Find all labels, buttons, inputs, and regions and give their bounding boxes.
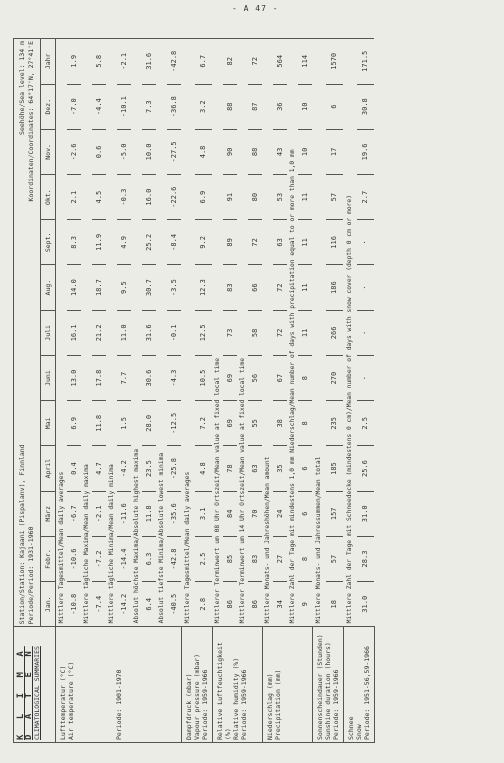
station-line: Station/Station: Kajaani (Pispalanv), Finnland — [18, 444, 26, 625]
value-cell: 86 — [248, 582, 262, 627]
measure-caption: Absolut tiefste Minima/Absolute lowest minima — [156, 39, 167, 627]
value-cell: 30.8 — [357, 84, 374, 129]
value-cell: -7.2 — [92, 536, 106, 581]
value-cell: 21.2 — [92, 310, 106, 355]
value-cell: 9 — [298, 582, 312, 627]
table-title-cell — [14, 627, 56, 743]
group-label — [262, 627, 312, 743]
value-cell: -3.5 — [167, 265, 181, 310]
value-cell: -22.6 — [167, 175, 181, 220]
value-cell: -4.3 — [167, 355, 181, 400]
month-header: Jan. — [41, 582, 56, 627]
value-cell: 13.0 — [67, 355, 81, 400]
month-header: Juni — [41, 355, 56, 400]
month-header: Febr. — [41, 536, 56, 581]
value-cell: 82 — [223, 39, 237, 85]
value-cell: 11.8 — [142, 491, 156, 536]
value-cell: 84 — [223, 491, 237, 536]
caption-row — [212, 39, 223, 743]
value-cell: 3.2 — [195, 84, 212, 129]
value-cell: 12.5 — [195, 310, 212, 355]
group-label — [212, 627, 262, 743]
coordinates: Koordinaten/Coordinates: 64°17'N, 27°41'E — [27, 41, 35, 202]
value-cell: 24 — [273, 491, 287, 536]
value-cell: 0.4 — [67, 446, 81, 491]
value-cell: 25.2 — [142, 220, 156, 265]
measure-caption: Mittlere tägliche Minima/Mean daily minima — [106, 39, 117, 627]
value-cell: 85 — [223, 536, 237, 581]
value-cell: 83 — [223, 265, 237, 310]
month-header: Dez. — [41, 84, 56, 129]
value-cell: -14.4 — [117, 536, 131, 581]
caption-row — [56, 39, 68, 743]
value-cell: 10 — [298, 129, 312, 174]
value-cell: 80 — [248, 175, 262, 220]
value-cell: 11 — [298, 265, 312, 310]
value-cell: 31.0 — [357, 491, 374, 536]
month-header: Mai — [41, 401, 56, 446]
group-label-line: Periode: 1951-56,59-1966 — [362, 646, 371, 740]
value-cell: 1570 — [326, 39, 343, 85]
value-cell: 8 — [298, 536, 312, 581]
page-number: - A 47 - — [232, 4, 279, 13]
value-cell: 18.7 — [92, 265, 106, 310]
value-cell: -36.8 — [167, 84, 181, 129]
value-cell: 4.8 — [195, 129, 212, 174]
value-cell: 171.5 — [357, 39, 374, 85]
value-cell: 6.9 — [195, 175, 212, 220]
value-cell: 57 — [326, 536, 343, 581]
caption-row — [343, 39, 357, 743]
value-cell: 1.9 — [67, 39, 81, 85]
value-cell: 28.0 — [142, 401, 156, 446]
station-header — [14, 39, 41, 627]
value-cell: 88 — [223, 84, 237, 129]
value-cell: 34 — [273, 582, 287, 627]
value-cell: 72 — [248, 39, 262, 85]
group-label-line — [107, 629, 115, 740]
group-label-line: Periode: 1901-1970 — [115, 669, 123, 740]
group-label-line: Vapour pressure (mbar) — [192, 653, 201, 740]
value-cell: 8 — [298, 355, 312, 400]
value-cell: 1.5 — [117, 401, 131, 446]
value-cell: 72 — [273, 310, 287, 355]
value-cell: 63 — [248, 446, 262, 491]
value-cell: -7.4 — [92, 582, 106, 627]
value-cell: -25.8 — [167, 446, 181, 491]
value-cell: 9.2 — [195, 220, 212, 265]
value-cell: 27 — [273, 536, 287, 581]
value-cell: · — [357, 310, 374, 355]
value-cell: 87 — [248, 84, 262, 129]
value-cell: 56 — [248, 355, 262, 400]
table-title: K L I M A D A T E N — [16, 646, 34, 740]
value-cell: 70 — [248, 491, 262, 536]
value-cell: 83 — [248, 536, 262, 581]
value-cell: 11.0 — [117, 310, 131, 355]
value-cell: 17.8 — [92, 355, 106, 400]
value-cell: 157 — [326, 491, 343, 536]
value-cell: 90 — [223, 129, 237, 174]
measure-caption: Mittlere Tagesmittel/Mean daily averages — [56, 39, 68, 627]
value-cell: -0.3 — [117, 175, 131, 220]
measure-caption: Mittlerer Terminwert um 08 Uhr Ortszeit/Mean value at fixed local time — [212, 39, 223, 627]
measure-caption: Mittlere Zahl der Tage mit mindestens 1,0 mm Niederschlag/Mean number of days with precipitation equal to or more than 1,0 mm — [287, 39, 298, 627]
value-cell: 11 — [298, 310, 312, 355]
value-cell: 43 — [273, 129, 287, 174]
value-cell: -8.4 — [167, 220, 181, 265]
value-cell: 0.6 — [92, 129, 106, 174]
value-cell: 28.3 — [357, 536, 374, 581]
value-cell: 235 — [326, 401, 343, 446]
value-cell: 11 — [298, 220, 312, 265]
value-cell: 2.7 — [357, 175, 374, 220]
period-line: Periode/Period: 1931-1960 — [27, 526, 35, 625]
value-cell: 73 — [223, 310, 237, 355]
value-cell: 4.7 — [92, 446, 106, 491]
value-cell: 72 — [248, 220, 262, 265]
value-cell: 19.6 — [357, 129, 374, 174]
value-cell: · — [357, 220, 374, 265]
group-label — [56, 627, 182, 743]
month-header: Jahr — [41, 39, 56, 85]
measure-caption: Absolut höchste Maxima/Absolute highest maxima — [131, 39, 142, 627]
value-cell: 72 — [273, 265, 287, 310]
value-cell: -11.6 — [117, 491, 131, 536]
climate-table — [13, 38, 375, 743]
group-label-line — [99, 629, 107, 740]
value-cell: 270 — [326, 355, 343, 400]
measure-caption: Mittlere Monats- und Jahreshöhen/Mean amount — [262, 39, 273, 627]
value-cell: 11 — [298, 175, 312, 220]
group-label-line — [83, 629, 91, 740]
group-label-line: Periode: 1959-1966 — [331, 669, 340, 740]
group-label-line: Sonnenscheindauer (Stunden) — [315, 634, 324, 740]
value-cell: 12.3 — [195, 265, 212, 310]
group-label-line — [75, 629, 83, 740]
value-cell: -2.6 — [67, 129, 81, 174]
group-label — [312, 627, 343, 743]
month-header: Okt. — [41, 175, 56, 220]
value-cell: 88 — [248, 129, 262, 174]
value-cell: 66 — [248, 265, 262, 310]
sea-level-label: Seehöhe/Sea level: — [18, 64, 26, 135]
climate-table-rotated — [13, 38, 468, 743]
month-header: Nov. — [41, 129, 56, 174]
value-cell: · — [357, 265, 374, 310]
value-cell: 31.6 — [142, 39, 156, 85]
value-cell: -40.5 — [167, 582, 181, 627]
month-header: Juli — [41, 310, 56, 355]
group-label-line: Periode: 1959-1966 — [239, 669, 248, 740]
value-cell: 63 — [273, 220, 287, 265]
value-cell: -10.6 — [67, 536, 81, 581]
value-cell: 10.5 — [195, 355, 212, 400]
value-cell: -0.1 — [167, 310, 181, 355]
value-cell: 6.4 — [142, 582, 156, 627]
caption-row — [312, 39, 326, 743]
group-label-line — [91, 629, 99, 740]
value-cell: -27.5 — [167, 129, 181, 174]
value-cell: -35.6 — [167, 491, 181, 536]
value-cell: 6.3 — [142, 536, 156, 581]
group-label — [343, 627, 374, 743]
group-label-line: Relative Luftfeuchtigkeit (%) — [215, 642, 232, 740]
value-cell: -5.0 — [117, 129, 131, 174]
value-cell: · — [357, 355, 374, 400]
value-cell: 18 — [326, 582, 343, 627]
value-cell: 86 — [223, 582, 237, 627]
value-cell: 4.8 — [195, 446, 212, 491]
value-cell: 14.0 — [67, 265, 81, 310]
value-cell: -4.2 — [117, 446, 131, 491]
value-cell: 69 — [223, 401, 237, 446]
value-cell: -2.1 — [117, 39, 131, 85]
measure-caption: Mittlere Zahl der Tage mit Schneedecke (mindestens 0 cm)/Mean number of days with snow cover (depth 0 cm or more) — [343, 39, 357, 627]
value-cell: 5.8 — [92, 39, 106, 85]
value-cell: 31.0 — [357, 582, 374, 627]
value-cell: 58 — [248, 310, 262, 355]
value-cell: -4.4 — [92, 84, 106, 129]
value-cell: 31.6 — [142, 310, 156, 355]
value-cell: 91 — [223, 175, 237, 220]
value-cell: 2.1 — [67, 175, 81, 220]
value-cell: 35 — [273, 446, 287, 491]
value-cell: 2.5 — [357, 401, 374, 446]
value-cell: 2.5 — [195, 536, 212, 581]
value-cell: 11.8 — [92, 401, 106, 446]
value-cell: 9.5 — [117, 265, 131, 310]
value-cell: 6.7 — [195, 39, 212, 85]
month-header: Sept. — [41, 220, 56, 265]
value-cell: 30.7 — [142, 265, 156, 310]
value-cell: 6 — [326, 84, 343, 129]
value-cell: 6.9 — [67, 401, 81, 446]
value-cell: 114 — [298, 39, 312, 85]
value-cell: -7.0 — [67, 84, 81, 129]
value-cell: 16.1 — [67, 310, 81, 355]
value-cell: 2.8 — [195, 582, 212, 627]
value-cell: 185 — [326, 446, 343, 491]
value-cell: 186 — [326, 265, 343, 310]
value-cell: -2.1 — [92, 491, 106, 536]
value-cell: 67 — [273, 355, 287, 400]
value-cell: 7.2 — [195, 401, 212, 446]
measure-caption: Mittlere Tagesmittel/Mean daily averages — [181, 39, 195, 627]
measure-caption: Mittlere tägliche Maxima/Mean daily maxima — [81, 39, 92, 627]
value-cell: -14.2 — [117, 582, 131, 627]
value-cell: 38 — [273, 401, 287, 446]
value-cell: -12.5 — [167, 401, 181, 446]
measure-caption: Mittlere Monats- und Jahressummen/Mean total — [312, 39, 326, 627]
month-header: März — [41, 491, 56, 536]
value-cell: 69 — [223, 355, 237, 400]
value-cell: 36 — [273, 84, 287, 129]
group-label-line: Snow — [354, 724, 363, 740]
group-label-line: Air temperature (°C) — [67, 661, 75, 740]
value-cell: 7.3 — [142, 84, 156, 129]
value-cell: 7.7 — [117, 355, 131, 400]
month-header: Aug. — [41, 265, 56, 310]
value-cell: 16.0 — [142, 175, 156, 220]
caption-row — [262, 39, 273, 743]
value-cell: 6 — [298, 446, 312, 491]
measure-caption: Mittlerer Terminwert um 14 Uhr Ortszeit/Mean value at fixed local time — [237, 39, 248, 627]
month-header: April — [41, 446, 56, 491]
value-cell: 266 — [326, 310, 343, 355]
value-cell: 4.5 — [92, 175, 106, 220]
value-cell: -10.8 — [67, 582, 81, 627]
group-label-line: Periode: 1959-1966 — [200, 669, 209, 740]
value-cell: 17 — [326, 129, 343, 174]
group-label-line: Niederschlag (mm) — [265, 673, 274, 740]
value-cell: 78 — [223, 446, 237, 491]
value-cell: 10.0 — [142, 129, 156, 174]
value-cell: 55 — [248, 401, 262, 446]
value-cell: 564 — [273, 39, 287, 85]
value-cell: 116 — [326, 220, 343, 265]
group-label-line: Precipitation (mm) — [273, 669, 282, 740]
value-cell: 89 — [223, 220, 237, 265]
value-cell: 3.1 — [195, 491, 212, 536]
value-cell: 8.3 — [67, 220, 81, 265]
value-cell: 53 — [273, 175, 287, 220]
group-label-line: Relative humidity (%) — [231, 657, 240, 740]
group-label-line: Sunshine duration (hours) — [323, 642, 332, 740]
sea-level-value: 134 m — [18, 41, 26, 61]
value-cell: 4.9 — [117, 220, 131, 265]
value-cell: -42.8 — [167, 39, 181, 85]
value-cell: 30.6 — [142, 355, 156, 400]
value-cell: -10.1 — [117, 84, 131, 129]
value-cell: 11.9 — [92, 220, 106, 265]
caption-row — [181, 39, 195, 743]
group-label-line: Schnee — [346, 716, 355, 740]
value-cell: -42.8 — [167, 536, 181, 581]
group-label-line: Lufttemperatur (°C) — [59, 665, 67, 740]
value-cell: -6.7 — [67, 491, 81, 536]
value-cell: 25.6 — [357, 446, 374, 491]
table-subtitle: CLIMATOLOGICAL SUMMARIES — [33, 646, 41, 740]
value-cell: 8 — [298, 401, 312, 446]
value-cell: 57 — [326, 175, 343, 220]
group-label-line: Dampfdruck (mbar) — [184, 673, 193, 740]
value-cell: 10 — [298, 84, 312, 129]
value-cell: 23.5 — [142, 446, 156, 491]
group-label — [181, 627, 212, 743]
value-cell: 6 — [298, 491, 312, 536]
